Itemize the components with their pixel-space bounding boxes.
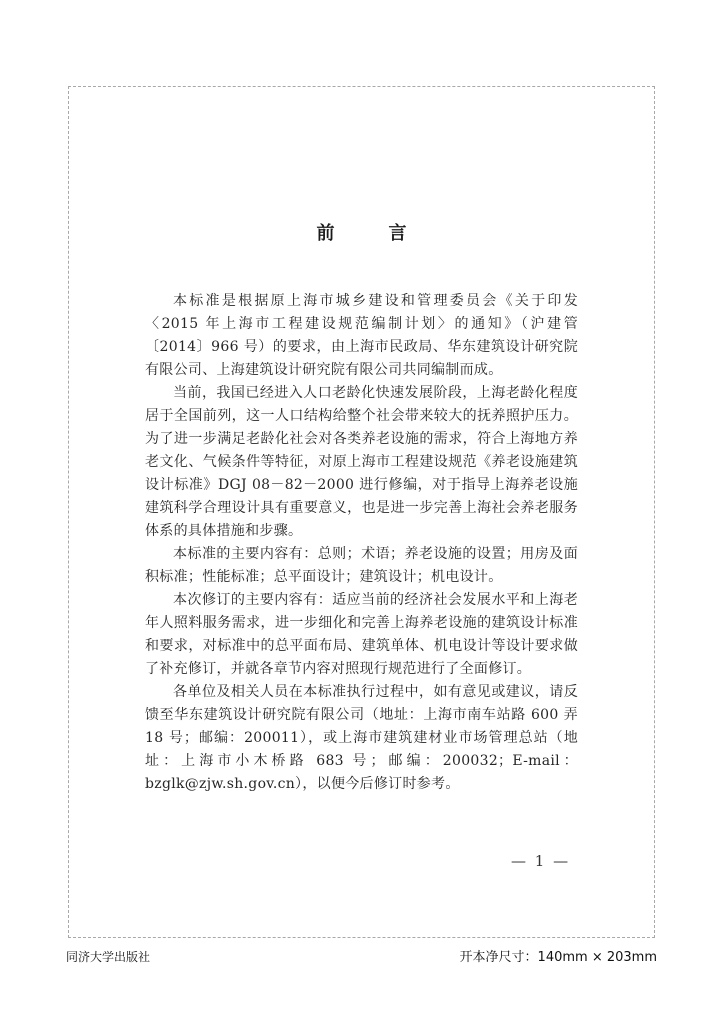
publisher-name: 同济大学出版社 [66,950,151,964]
paragraph: 本标准的主要内容有：总则；术语；养老设施的设置；用房及面积标准；性能标准；总平面设计；建筑设计；机电设计。 [145,546,578,585]
paragraph: 各单位及相关人员在本标准执行过程中，如有意见或建议，请反馈至华东建筑设计研究院有限公司（地址：上海市南车站路 600 弄 18 号；邮编：200011），或上海市建筑建材业市场管理总站（地址：上海市小木桥路 683 号；邮编：200032；E-mail：bzglk@zjw.sh.gov.cn），以便今后修订时参考。 [145,684,578,792]
paragraph: 当前，我国已经进入人口老龄化快速发展阶段，上海老龄化程度居于全国前列，这一人口结构给整个社会带来较大的抚养照护压力。为了进一步满足老龄化社会对各类养老设施的需求，符合上海地方养老文化、气候条件等特征，对原上海市工程建设规范《养老设施建筑设计标准》DGJ 08－82－2000 进行修编，对于指导上海养老设施建筑科学合理设计具有重要意义，也是进一步完善上海社会养老服务体系的具体措施和步骤。 [145,385,578,539]
preface-body [145,290,578,796]
page-number: — 1 — [511,852,571,870]
page-size-note: 开本净尺寸：140mm × 203mm [459,950,657,965]
paragraph: 本标准是根据原上海市城乡建设和管理委员会《关于印发〈2015 年上海市工程建设规范编制计划〉的通知》（沪建管〔2014〕966 号）的要求，由上海市民政局、华东建筑设计研究院有限公司、上海建筑设计研究院有限公司共同编制而成。 [145,293,578,378]
paragraph: 本次修订的主要内容有：适应当前的经济社会发展水平和上海老年人照料服务需求，进一步细化和完善上海养老设施的建筑设计标准和要求，对标准中的总平面布局、建筑单体、机电设计等设计要求做了补充修订，并就各章节内容对照现行规范进行了全面修订。 [145,592,578,677]
page-title: 前 言 [316,223,425,244]
